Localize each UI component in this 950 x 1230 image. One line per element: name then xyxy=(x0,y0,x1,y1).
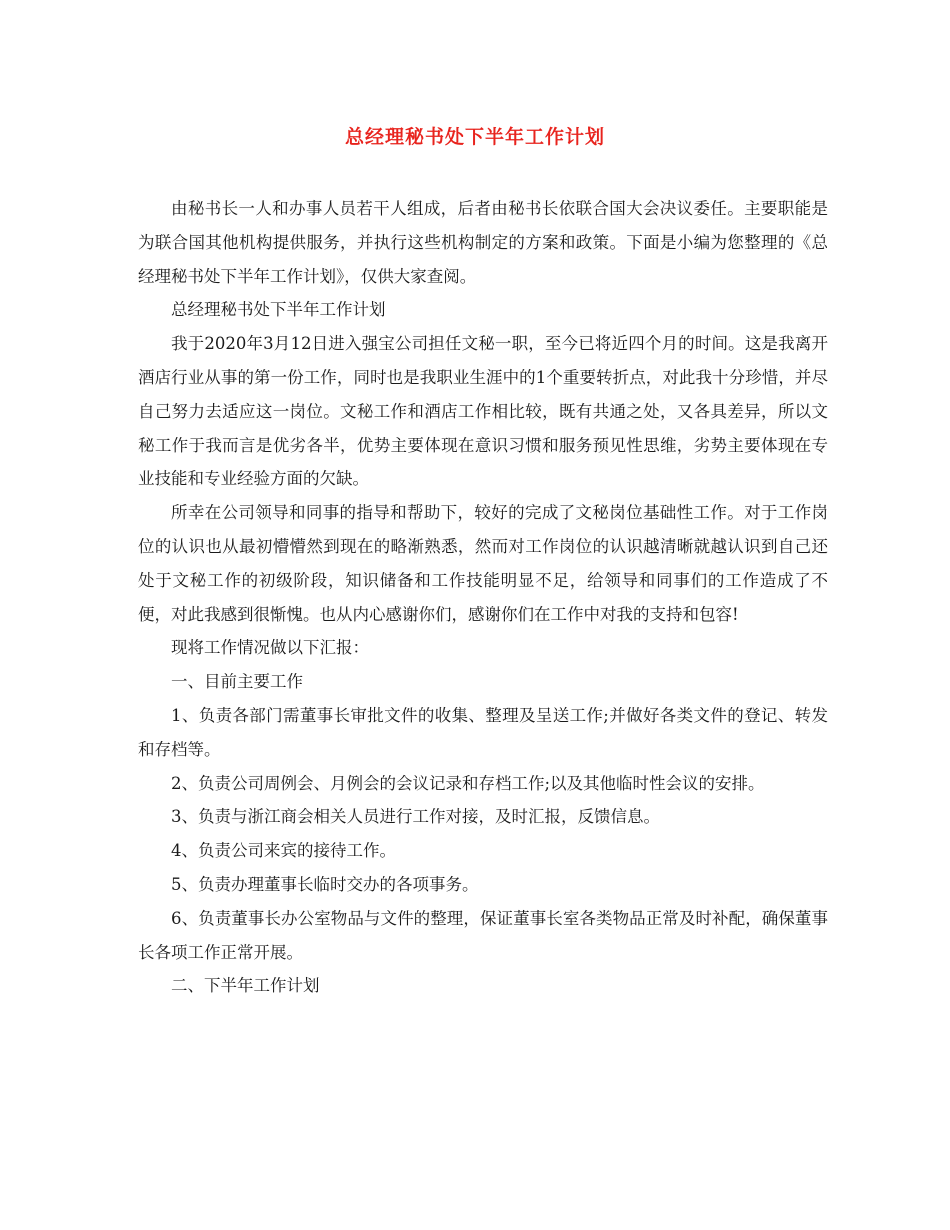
list-item-duty-5: 5、负责办理董事长临时交办的各项事务。 xyxy=(171,874,479,894)
paragraph-subtitle: 总经理秘书处下半年工作计划 xyxy=(171,300,386,320)
paragraph-background: 我于2020年3月12日进入强宝公司担任文秘一职，至今已将近四个月的时间。这是我离开酒店行业从事的第一份工作，同时也是我职业生涯中的1个重要转折点，对此我十分珍惜，并尽自己努力去适应这一岗位。文秘工作和酒店工作相比较，既有共通之处，又各具差异，所以文秘工作于我而言是优劣各半，优势主要体现在意识习惯和服务预见性思维，劣势主要体现在专业技能和专业经验方面的欠缺。 xyxy=(138,334,828,489)
section-heading-current-work: 一、目前主要工作 xyxy=(171,672,303,692)
list-item-duty-6: 6、负责董事长办公室物品与文件的整理，保证董事长室各类物品正常及时补配，确保董事长各项工作正常开展。 xyxy=(138,908,828,962)
list-item-duty-2: 2、负责公司周例会、月例会的会议记录和存档工作;以及其他临时性会议的安排。 xyxy=(171,773,765,793)
list-item-duty-3: 3、负责与浙江商会相关人员进行工作对接，及时汇报，反馈信息。 xyxy=(171,807,660,827)
list-item-duty-4: 4、负责公司来宾的接待工作。 xyxy=(171,841,396,861)
paragraph-intro: 由秘书长一人和办事人员若干人组成，后者由秘书长依联合国大会决议委任。主要职能是为联合国其他机构提供服务，并执行这些机构制定的方案和政策。下面是小编为您整理的《总经理秘书处下半年工作计划》，仅供大家查阅。 xyxy=(138,199,828,286)
paragraph-reflection: 所幸在公司领导和同事的指导和帮助下，较好的完成了文秘岗位基础性工作。对于工作岗位的认识也从最初懵懵然到现在的略渐熟悉，然而对工作岗位的认识越清晰就越认识到自己还处于文秘工作的初级阶段，知识储备和工作技能明显不足，给领导和同事们的工作造成了不便，对此我感到很惭愧。也从内心感谢你们，感谢你们在工作中对我的支持和包容! xyxy=(138,503,828,624)
document-body xyxy=(138,192,828,1003)
list-item-duty-1: 1、负责各部门需董事长审批文件的收集、整理及呈送工作;并做好各类文件的登记、转发和存档等。 xyxy=(138,705,828,759)
document-title: 总经理秘书处下半年工作计划 xyxy=(344,126,605,148)
section-heading-plan: 二、下半年工作计划 xyxy=(171,976,320,996)
paragraph-report-intro: 现将工作情况做以下汇报： xyxy=(171,638,369,658)
